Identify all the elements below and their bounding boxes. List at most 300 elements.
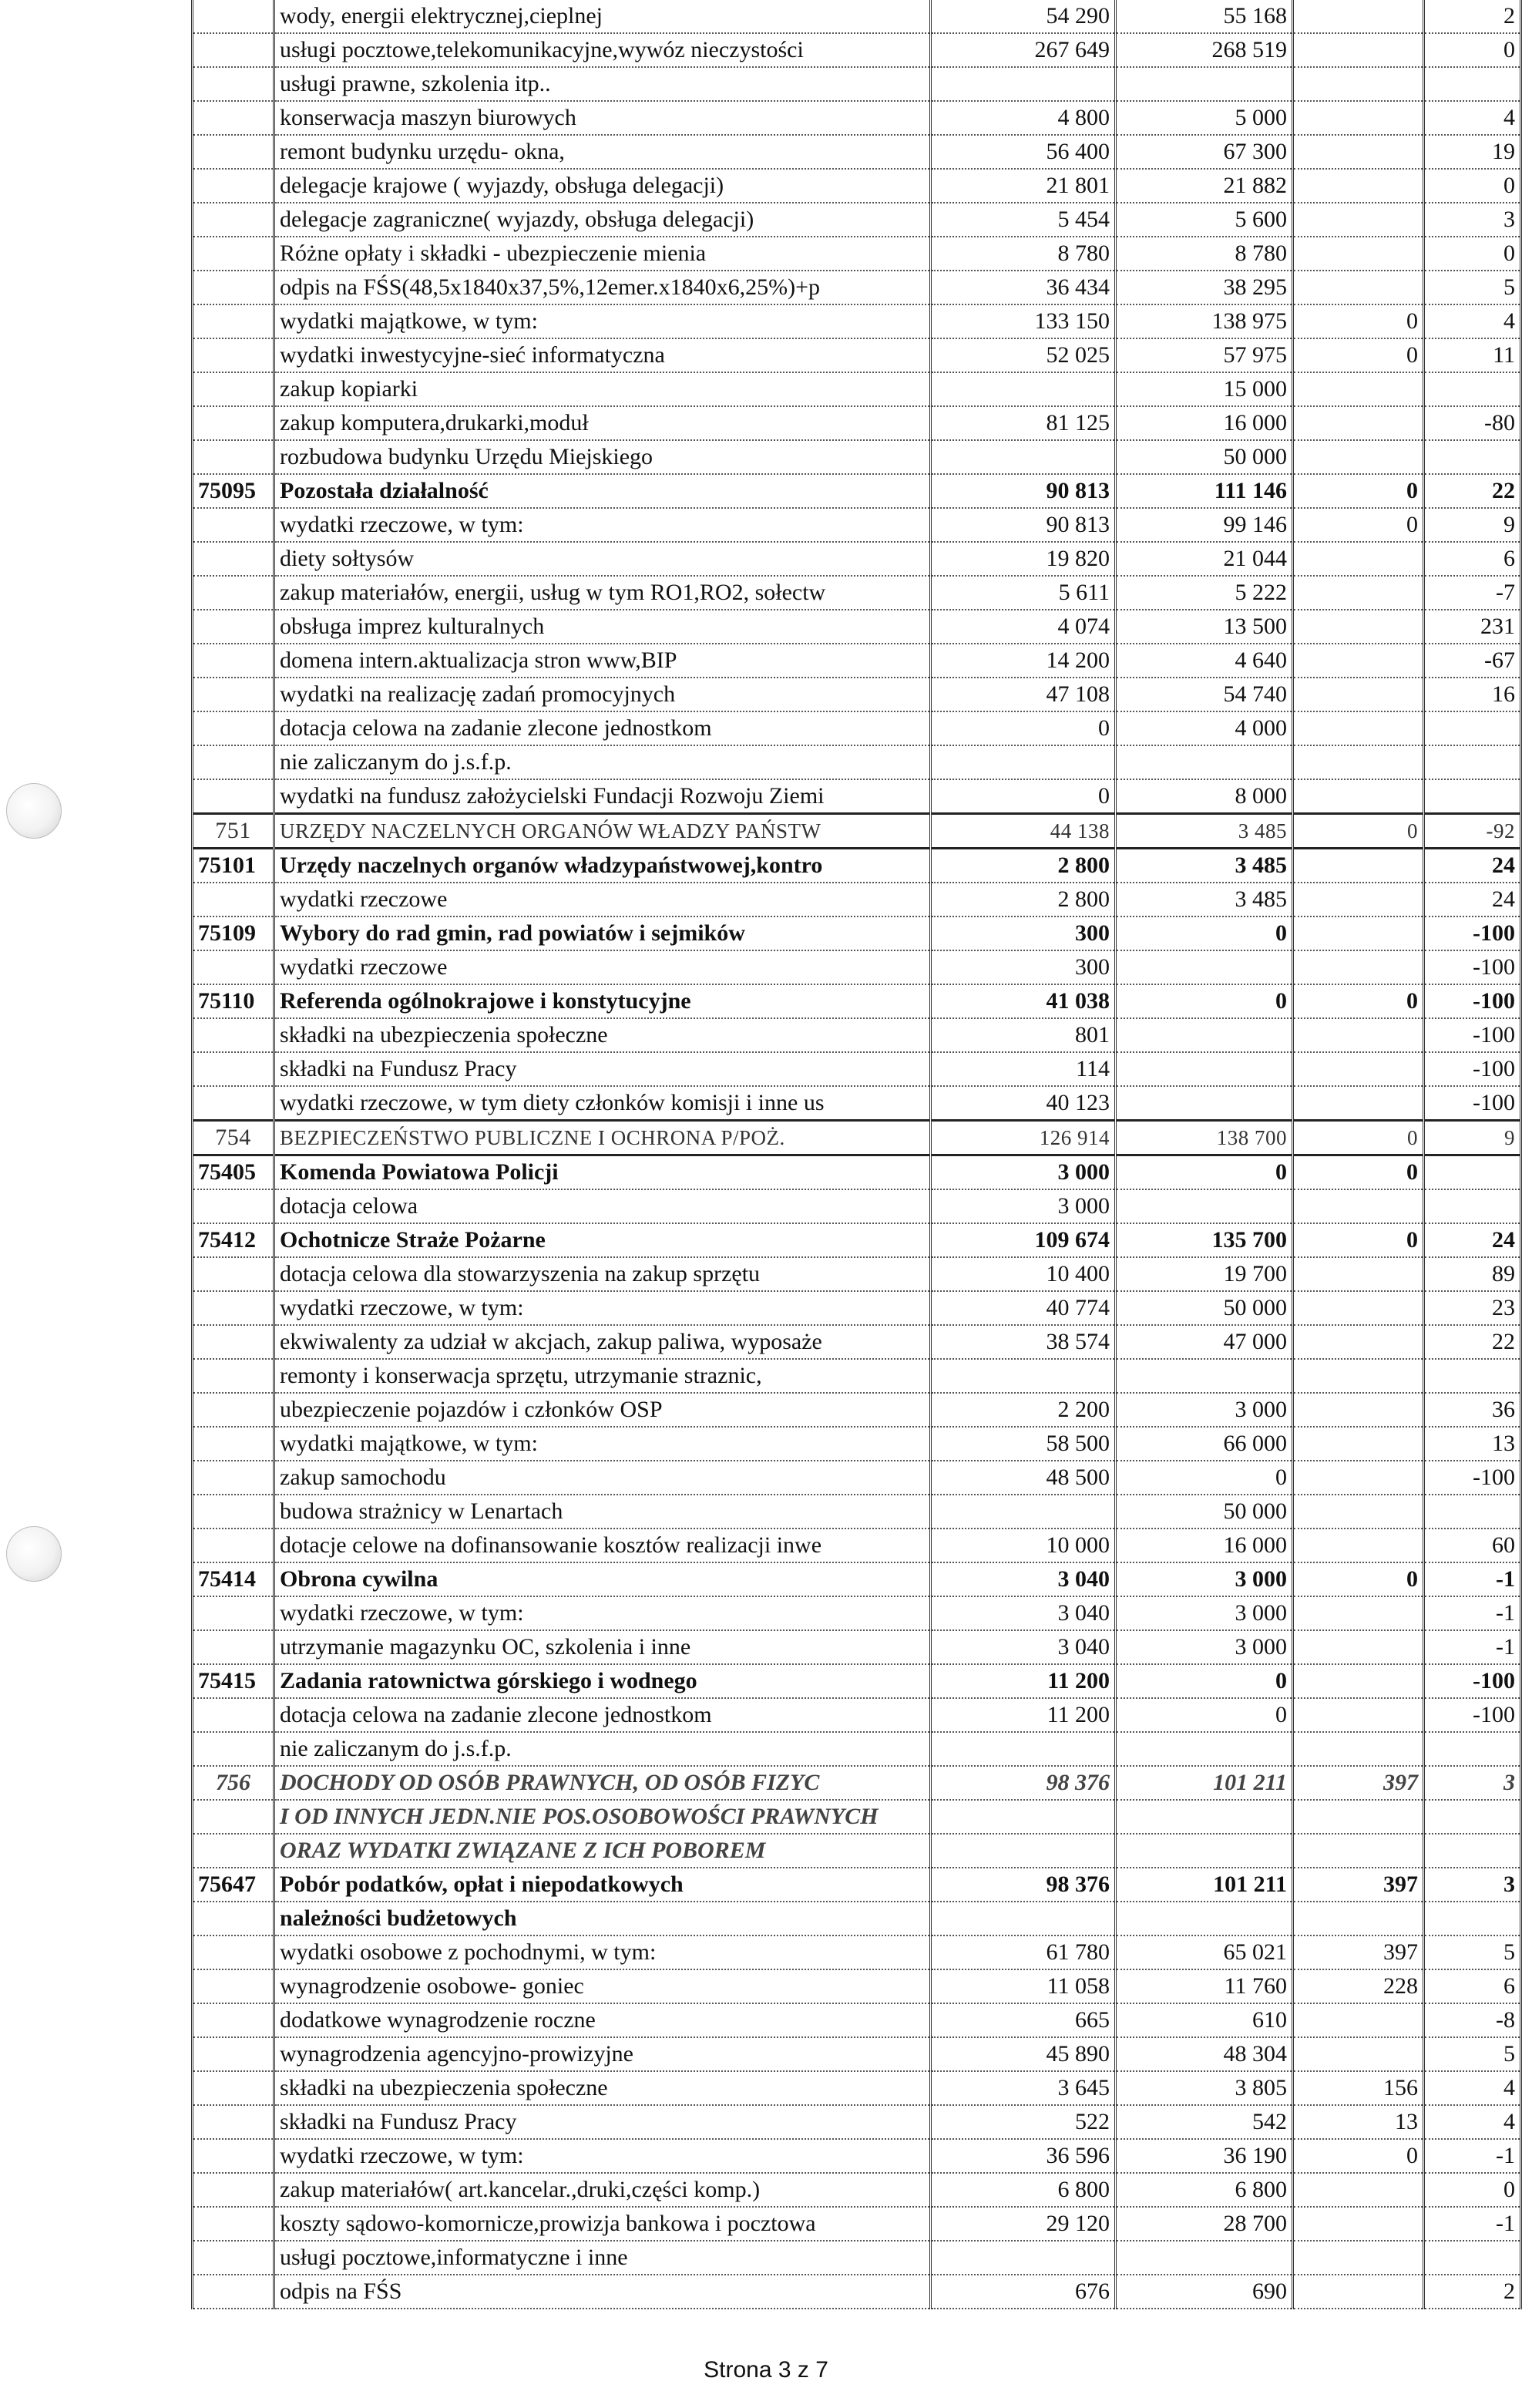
amount-col-c (1293, 1495, 1424, 1529)
amount-col-b (1116, 1800, 1293, 1834)
amount-col-d: -92 (1424, 814, 1521, 849)
section-row (193, 1121, 1521, 1155)
classification-code (193, 2139, 274, 2173)
item-description: wydatki majątkowe, w tym: (274, 304, 931, 338)
amount-col-d: 4 (1424, 2105, 1521, 2139)
item-description: składki na Fundusz Pracy (274, 1052, 931, 1086)
table-row (193, 1596, 1521, 1630)
amount-col-d: -100 (1424, 1086, 1521, 1121)
amount-col-d: -1 (1424, 1596, 1521, 1630)
table-row (193, 1461, 1521, 1495)
amount-col-a: 98 376 (931, 1868, 1116, 1902)
amount-col-a (931, 1359, 1116, 1393)
category-row (193, 849, 1521, 883)
amount-col-c: 397 (1293, 1935, 1424, 1969)
amount-col-b: 101 211 (1116, 1868, 1293, 1902)
item-description: koszty sądowo-komornicze,prowizja bankowa i pocztowa (274, 2207, 931, 2241)
item-description: nie zaliczanym do j.s.f.p. (274, 1732, 931, 1766)
item-description: Wybory do rad gmin, rad powiatów i sejmików (274, 916, 931, 950)
amount-col-b: 3 485 (1116, 849, 1293, 883)
amount-col-b: 57 975 (1116, 338, 1293, 372)
amount-col-d: 2 (1424, 0, 1521, 33)
item-description: wydatki rzeczowe (274, 883, 931, 916)
amount-col-a: 5 454 (931, 203, 1116, 237)
amount-col-a: 52 025 (931, 338, 1116, 372)
item-description: domena intern.aktualizacja stron www,BIP (274, 644, 931, 678)
amount-col-b: 16 000 (1116, 406, 1293, 440)
item-description: zakup komputera,drukarki,moduł (274, 406, 931, 440)
amount-col-d: -1 (1424, 1562, 1521, 1596)
table-row (193, 304, 1521, 338)
budget-table-body (193, 0, 1521, 2309)
amount-col-b (1116, 2241, 1293, 2275)
amount-col-a (931, 1495, 1116, 1529)
amount-col-c: 0 (1293, 984, 1424, 1018)
amount-col-a: 44 138 (931, 814, 1116, 849)
amount-col-c (1293, 2241, 1424, 2275)
amount-col-b (1116, 67, 1293, 101)
amount-col-c: 397 (1293, 1766, 1424, 1800)
amount-col-c (1293, 406, 1424, 440)
classification-code: 756 (193, 1766, 274, 1800)
amount-col-d (1424, 67, 1521, 101)
amount-col-b: 3 000 (1116, 1393, 1293, 1427)
category-row (193, 1868, 1521, 1902)
item-description: URZĘDY NACZELNYCH ORGANÓW WŁADZY PAŃSTW (274, 814, 931, 849)
amount-col-a: 11 058 (931, 1969, 1116, 2003)
amount-col-d: 0 (1424, 169, 1521, 203)
item-description: usługi pocztowe,telekomunikacyjne,wywóz nieczystości (274, 33, 931, 67)
amount-col-c: 13 (1293, 2105, 1424, 2139)
table-row (193, 406, 1521, 440)
table-row (193, 2275, 1521, 2309)
amount-col-c (1293, 2037, 1424, 2071)
item-description: dotacja celowa na zadanie zlecone jednostkom (274, 1698, 931, 1732)
classification-code: 75405 (193, 1155, 274, 1190)
item-description: Różne opłaty i składki - ubezpieczenie mienia (274, 237, 931, 271)
amount-col-a: 11 200 (931, 1698, 1116, 1732)
amount-col-c (1293, 440, 1424, 474)
amount-col-b: 135 700 (1116, 1223, 1293, 1257)
amount-col-c (1293, 67, 1424, 101)
amount-col-d: 0 (1424, 33, 1521, 67)
amount-col-c (1293, 2003, 1424, 2037)
amount-col-a: 300 (931, 916, 1116, 950)
classification-code (193, 406, 274, 440)
classification-code (193, 1902, 274, 1935)
amount-col-d: 24 (1424, 1223, 1521, 1257)
amount-col-c (1293, 1630, 1424, 1664)
item-description: wydatki rzeczowe (274, 950, 931, 984)
amount-col-b: 99 146 (1116, 508, 1293, 542)
amount-col-a (931, 67, 1116, 101)
amount-col-c (1293, 135, 1424, 169)
table-row (193, 0, 1521, 33)
amount-col-b: 65 021 (1116, 1935, 1293, 1969)
amount-col-b (1116, 1732, 1293, 1766)
amount-col-b: 138 700 (1116, 1121, 1293, 1155)
classification-code (193, 1393, 274, 1427)
amount-col-b: 0 (1116, 1698, 1293, 1732)
amount-col-d: 23 (1424, 1291, 1521, 1325)
amount-col-d: -1 (1424, 2139, 1521, 2173)
amount-col-d: 24 (1424, 883, 1521, 916)
amount-col-a: 19 820 (931, 542, 1116, 576)
amount-col-d: 4 (1424, 304, 1521, 338)
amount-col-b: 690 (1116, 2275, 1293, 2309)
table-row (193, 644, 1521, 678)
table-row (193, 1698, 1521, 1732)
amount-col-b: 16 000 (1116, 1529, 1293, 1562)
amount-col-d: 3 (1424, 1868, 1521, 1902)
amount-col-b: 11 760 (1116, 1969, 1293, 2003)
amount-col-b: 268 519 (1116, 33, 1293, 67)
amount-col-b: 8 000 (1116, 779, 1293, 814)
amount-col-d: 3 (1424, 1766, 1521, 1800)
punch-hole-bottom (6, 1526, 62, 1582)
amount-col-b: 5 222 (1116, 576, 1293, 610)
classification-code (193, 101, 274, 135)
amount-col-d (1424, 1359, 1521, 1393)
table-row (193, 745, 1521, 779)
amount-col-d: 9 (1424, 1121, 1521, 1155)
amount-col-c (1293, 849, 1424, 883)
item-description: remont budynku urzędu- okna, (274, 135, 931, 169)
amount-col-b: 21 882 (1116, 169, 1293, 203)
amount-col-d: 4 (1424, 2071, 1521, 2105)
item-description: I OD INNYCH JEDN.NIE POS.OSOBOWOŚCI PRAWNYCH (274, 1800, 931, 1834)
amount-col-b: 48 304 (1116, 2037, 1293, 2071)
item-description: składki na ubezpieczenia społeczne (274, 2071, 931, 2105)
table-row (193, 203, 1521, 237)
classification-code: 75109 (193, 916, 274, 950)
amount-col-b: 8 780 (1116, 237, 1293, 271)
table-row (193, 2105, 1521, 2139)
amount-col-b: 3 000 (1116, 1630, 1293, 1664)
item-description: diety sołtysów (274, 542, 931, 576)
category-row (193, 916, 1521, 950)
amount-col-b: 3 000 (1116, 1596, 1293, 1630)
item-description: Urzędy naczelnych organów władzypaństwowej,kontro (274, 849, 931, 883)
amount-col-d (1424, 372, 1521, 406)
classification-code (193, 1935, 274, 1969)
amount-col-b: 19 700 (1116, 1257, 1293, 1291)
item-description: Referenda ogólnokrajowe i konstytucyjne (274, 984, 931, 1018)
amount-col-d: 36 (1424, 1393, 1521, 1427)
item-description: wydatki na realizację zadań promocyjnych (274, 678, 931, 711)
item-description: Pozostała działalność (274, 474, 931, 508)
item-description: Zadania ratownictwa górskiego i wodnego (274, 1664, 931, 1698)
classification-code (193, 1325, 274, 1359)
amount-col-a (931, 745, 1116, 779)
amount-col-b: 5 000 (1116, 101, 1293, 135)
table-row (193, 2207, 1521, 2241)
amount-col-b: 54 740 (1116, 678, 1293, 711)
table-row (193, 1630, 1521, 1664)
classification-code (193, 1257, 274, 1291)
amount-col-a: 4 800 (931, 101, 1116, 135)
budget-table (191, 0, 1522, 2309)
amount-col-a: 3 040 (931, 1630, 1116, 1664)
amount-col-d: 6 (1424, 1969, 1521, 2003)
amount-col-c: 0 (1293, 474, 1424, 508)
amount-col-c (1293, 1393, 1424, 1427)
amount-col-c (1293, 33, 1424, 67)
item-description: zakup kopiarki (274, 372, 931, 406)
amount-col-a: 2 800 (931, 849, 1116, 883)
amount-col-c: 0 (1293, 1155, 1424, 1190)
classification-code (193, 0, 274, 33)
table-row (193, 1495, 1521, 1529)
amount-col-d: -100 (1424, 916, 1521, 950)
classification-code (193, 678, 274, 711)
amount-col-a: 90 813 (931, 474, 1116, 508)
item-description: dotacja celowa (274, 1189, 931, 1223)
amount-col-b: 3 485 (1116, 814, 1293, 849)
item-description: zakup samochodu (274, 1461, 931, 1495)
item-description: odpis na FŚS(48,5x1840x37,5%,12emer.x1840x6,25%)+p (274, 271, 931, 304)
table-row (193, 237, 1521, 271)
amount-col-a: 126 914 (931, 1121, 1116, 1155)
amount-col-a: 133 150 (931, 304, 1116, 338)
amount-col-c (1293, 2207, 1424, 2241)
amount-col-d: 6 (1424, 542, 1521, 576)
classification-code (193, 2003, 274, 2037)
item-description: Ochotnicze Straże Pożarne (274, 1223, 931, 1257)
amount-col-d: 231 (1424, 610, 1521, 644)
amount-col-c (1293, 271, 1424, 304)
amount-col-b: 138 975 (1116, 304, 1293, 338)
table-row (193, 610, 1521, 644)
amount-col-c (1293, 1664, 1424, 1698)
amount-col-d: 5 (1424, 1935, 1521, 1969)
amount-col-a: 10 000 (931, 1529, 1116, 1562)
classification-code (193, 135, 274, 169)
table-row (193, 1732, 1521, 1766)
table-row (193, 2139, 1521, 2173)
amount-col-a: 801 (931, 1018, 1116, 1052)
item-description: rozbudowa budynku Urzędu Miejskiego (274, 440, 931, 474)
amount-col-c: 0 (1293, 2139, 1424, 2173)
amount-col-a: 90 813 (931, 508, 1116, 542)
table-row (193, 1325, 1521, 1359)
amount-col-b: 5 600 (1116, 203, 1293, 237)
amount-col-b: 101 211 (1116, 1766, 1293, 1800)
amount-col-d: -67 (1424, 644, 1521, 678)
amount-col-c: 0 (1293, 338, 1424, 372)
classification-code (193, 1189, 274, 1223)
classification-code (193, 1427, 274, 1461)
amount-col-c (1293, 1800, 1424, 1834)
table-row (193, 1086, 1521, 1121)
amount-col-d (1424, 1189, 1521, 1223)
amount-col-b: 38 295 (1116, 271, 1293, 304)
table-row (193, 2003, 1521, 2037)
category-row (193, 1223, 1521, 1257)
amount-col-a: 81 125 (931, 406, 1116, 440)
amount-col-c (1293, 883, 1424, 916)
classification-code: 75414 (193, 1562, 274, 1596)
amount-col-c: 0 (1293, 1121, 1424, 1155)
amount-col-d (1424, 1495, 1521, 1529)
item-description: wydatki osobowe z pochodnymi, w tym: (274, 1935, 931, 1969)
amount-col-d (1424, 1732, 1521, 1766)
amount-col-b: 542 (1116, 2105, 1293, 2139)
table-row (193, 1969, 1521, 2003)
table-row (193, 135, 1521, 169)
item-description: wydatki rzeczowe, w tym: (274, 1596, 931, 1630)
classification-code (193, 237, 274, 271)
amount-col-d (1424, 2241, 1521, 2275)
amount-col-c: 228 (1293, 1969, 1424, 2003)
amount-col-c (1293, 576, 1424, 610)
amount-col-c (1293, 1427, 1424, 1461)
amount-col-a: 2 800 (931, 883, 1116, 916)
amount-col-b: 50 000 (1116, 440, 1293, 474)
table-row (193, 1935, 1521, 1969)
amount-col-d (1424, 1155, 1521, 1190)
table-row (193, 779, 1521, 814)
amount-col-d: 0 (1424, 2173, 1521, 2207)
amount-col-b: 610 (1116, 2003, 1293, 2037)
classification-code (193, 610, 274, 644)
classification-code: 75415 (193, 1664, 274, 1698)
item-description: wydatki majątkowe, w tym: (274, 1427, 931, 1461)
table-row (193, 1052, 1521, 1086)
amount-col-b: 0 (1116, 1664, 1293, 1698)
amount-col-c (1293, 610, 1424, 644)
table-row (193, 542, 1521, 576)
amount-col-b: 0 (1116, 984, 1293, 1018)
item-description: wynagrodzenia agencyjno-prowizyjne (274, 2037, 931, 2071)
amount-col-a: 3 000 (931, 1189, 1116, 1223)
amount-col-d: 24 (1424, 849, 1521, 883)
amount-col-c (1293, 372, 1424, 406)
amount-col-a: 14 200 (931, 644, 1116, 678)
amount-col-b (1116, 1052, 1293, 1086)
amount-col-d (1424, 745, 1521, 779)
classification-code (193, 2275, 274, 2309)
table-row (193, 2241, 1521, 2275)
item-description: Komenda Powiatowa Policji (274, 1155, 931, 1190)
amount-col-c (1293, 1359, 1424, 1393)
amount-col-a: 38 574 (931, 1325, 1116, 1359)
amount-col-c: 0 (1293, 304, 1424, 338)
amount-col-c (1293, 1698, 1424, 1732)
amount-col-b: 0 (1116, 916, 1293, 950)
item-description: ORAZ WYDATKI ZWIĄZANE Z ICH POBOREM (274, 1834, 931, 1868)
amount-col-c: 0 (1293, 814, 1424, 849)
item-description: budowa strażnicy w Lenartach (274, 1495, 931, 1529)
table-row (193, 271, 1521, 304)
item-description: DOCHODY OD OSÓB PRAWNYCH, OD OSÓB FIZYC (274, 1766, 931, 1800)
amount-col-b: 0 (1116, 1155, 1293, 1190)
amount-col-a: 58 500 (931, 1427, 1116, 1461)
amount-col-c (1293, 644, 1424, 678)
category-row (193, 1664, 1521, 1698)
amount-col-a: 98 376 (931, 1766, 1116, 1800)
amount-col-d: 22 (1424, 474, 1521, 508)
amount-col-c (1293, 1461, 1424, 1495)
table-row (193, 1800, 1521, 1834)
item-description: dotacja celowa dla stowarzyszenia na zakup sprzętu (274, 1257, 931, 1291)
classification-code: 75647 (193, 1868, 274, 1902)
table-row (193, 1189, 1521, 1223)
classification-code (193, 1834, 274, 1868)
classification-code (193, 1018, 274, 1052)
item-description: delegacje zagraniczne( wyjazdy, obsługa delegacji) (274, 203, 931, 237)
amount-col-a: 41 038 (931, 984, 1116, 1018)
classification-code (193, 745, 274, 779)
item-description: konserwacja maszyn biurowych (274, 101, 931, 135)
amount-col-a: 3 645 (931, 2071, 1116, 2105)
amount-col-b: 4 000 (1116, 711, 1293, 745)
amount-col-c: 0 (1293, 1562, 1424, 1596)
amount-col-c (1293, 916, 1424, 950)
category-row (193, 1562, 1521, 1596)
amount-col-c (1293, 101, 1424, 135)
item-description: składki na Fundusz Pracy (274, 2105, 931, 2139)
amount-col-a: 0 (931, 711, 1116, 745)
classification-code (193, 1630, 274, 1664)
item-description: odpis na FŚS (274, 2275, 931, 2309)
amount-col-d: 5 (1424, 2037, 1521, 2071)
item-description: nie zaliczanym do j.s.f.p. (274, 745, 931, 779)
amount-col-b: 28 700 (1116, 2207, 1293, 2241)
classification-code: 75110 (193, 984, 274, 1018)
amount-col-c (1293, 1325, 1424, 1359)
amount-col-d: 60 (1424, 1529, 1521, 1562)
classification-code (193, 372, 274, 406)
amount-col-c (1293, 2173, 1424, 2207)
classification-code: 75095 (193, 474, 274, 508)
amount-col-a: 3 000 (931, 1155, 1116, 1190)
amount-col-b: 3 485 (1116, 883, 1293, 916)
amount-col-c (1293, 678, 1424, 711)
classification-code (193, 1291, 274, 1325)
amount-col-a: 300 (931, 950, 1116, 984)
category-row (193, 984, 1521, 1018)
item-description: wydatki rzeczowe, w tym: (274, 2139, 931, 2173)
amount-col-c (1293, 1596, 1424, 1630)
classification-code (193, 33, 274, 67)
page-number: Strona 3 z 7 (704, 2357, 828, 2383)
item-description: dotacje celowe na dofinansowanie kosztów realizacji inwe (274, 1529, 931, 1562)
amount-col-b: 6 800 (1116, 2173, 1293, 2207)
amount-col-a: 36 596 (931, 2139, 1116, 2173)
amount-col-c (1293, 1291, 1424, 1325)
amount-col-d (1424, 1902, 1521, 1935)
table-row (193, 67, 1521, 101)
amount-col-a (931, 1800, 1116, 1834)
classification-code (193, 2037, 274, 2071)
category-row (193, 1766, 1521, 1800)
amount-col-a: 40 123 (931, 1086, 1116, 1121)
category-row (193, 474, 1521, 508)
amount-col-b: 50 000 (1116, 1495, 1293, 1529)
amount-col-a: 676 (931, 2275, 1116, 2309)
amount-col-b: 3 805 (1116, 2071, 1293, 2105)
classification-code (193, 644, 274, 678)
amount-col-c (1293, 950, 1424, 984)
table-row (193, 1427, 1521, 1461)
amount-col-b (1116, 745, 1293, 779)
item-description: usługi prawne, szkolenia itp.. (274, 67, 931, 101)
classification-code (193, 2105, 274, 2139)
classification-code (193, 542, 274, 576)
amount-col-d (1424, 1800, 1521, 1834)
amount-col-b: 36 190 (1116, 2139, 1293, 2173)
